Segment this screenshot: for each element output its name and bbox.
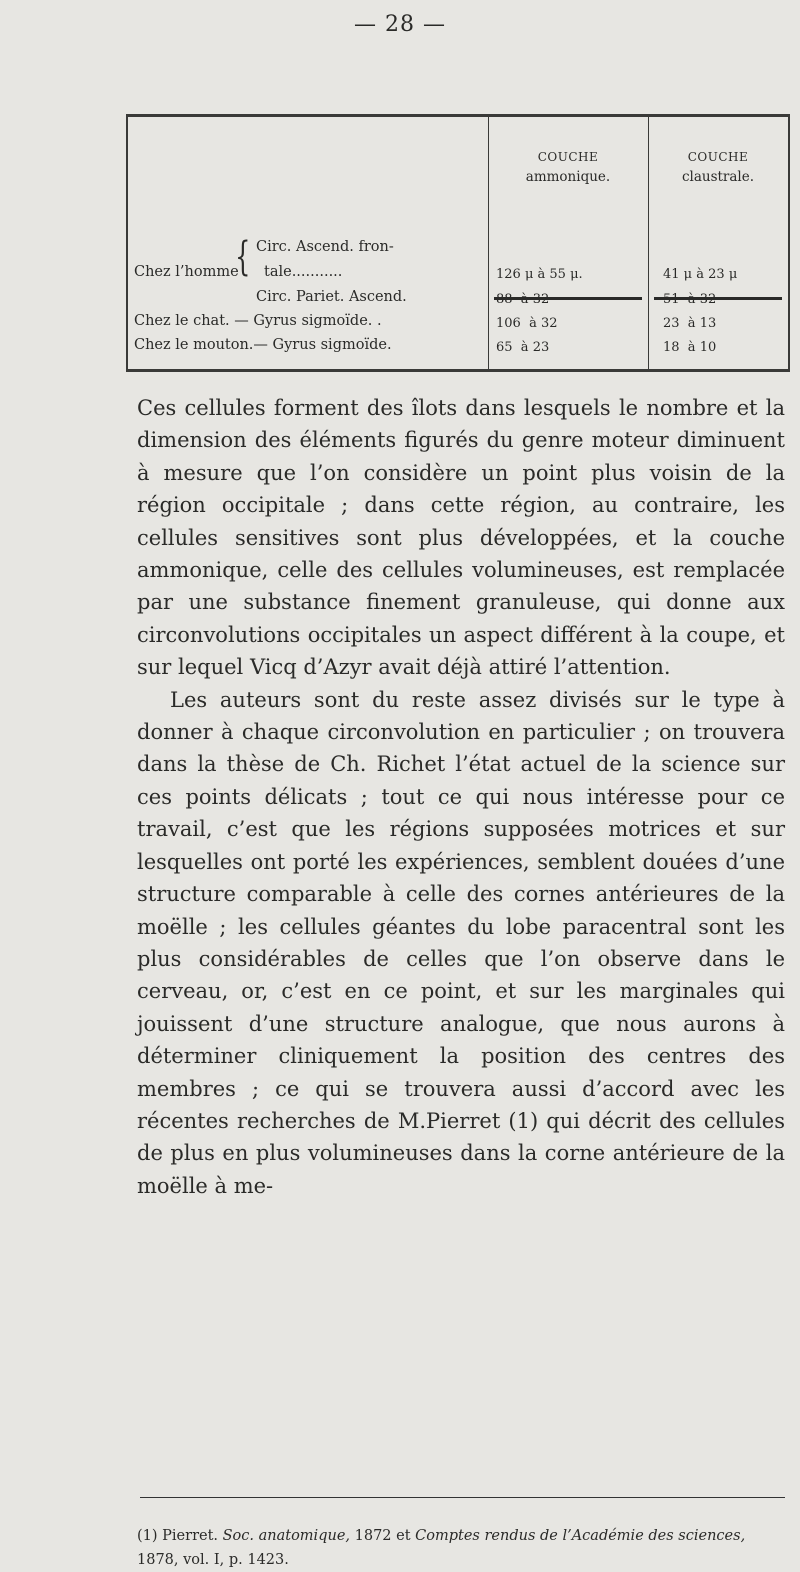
cell-ammonique: 65 à 23 [496,340,550,355]
row-label: Chez le chat. — Gyrus sigmoïde. . [134,313,382,329]
row-label-text: tale [264,264,292,280]
paragraph: Les auteurs sont du reste assez divisés sur le type à donner à chaque circonvolution en particulier ; on trouvera dans la thèse de Ch. Richet l’état actuel de la science sur ces points délicats ; tout ce qui nous intéresse pour ce travail, c’est que les régions supposées motrices et sur lesquelles ont porté les expériences, semblent douées d’une structure comparable à celle des cornes antérieures de la moëlle ; les cellules géantes du lobe paracentral sont les plus considérables de celles que l’on observe dans le cerveau, or, c’est en ce point, et sur les marginales qui jouissent d’une structure analogue, que nous aurons à déterminer cliniquement la position des centres des membres ; ce qui se trouvera aussi d’accord avec les récentes recherches de M.Pierret (1) qui décrit des cellules de plus en plus volumineuses dans la corne antérieure de la moëlle à me- [137,687,785,1198]
group-label: Chez l’homme [134,264,239,280]
cell-claustrale: 23 à 13 [663,316,717,331]
cell-claustrale: 41 μ à 23 μ [663,267,738,282]
data-table [126,114,790,372]
header-ammonique-line1: COUCHE [537,150,599,164]
footnote-rest: 1878, vol. I, p. 1423. [137,1552,289,1568]
page-number: — 28 — [354,12,446,37]
footnote-source: Soc. anatomique, [222,1528,351,1544]
cell-ammonique: 106 à 32 [496,316,558,331]
row-label [264,264,342,280]
cell-ammonique: 126 μ à 55 μ. [496,267,583,282]
brace: { [235,234,251,280]
leader-dots: ........... [291,264,343,280]
header-ammonique-line2: ammonique. [525,169,611,185]
footnote [137,1524,785,1572]
header-claustrale-line1: COUCHE [687,150,749,164]
cell-claustrale: 18 à 10 [663,340,717,355]
footnote-rule [140,1497,785,1498]
cell-claustrale: 51 à 32 [663,292,717,307]
footnote-author: Pierret. [162,1528,219,1544]
footnote-year: 1872 et [354,1528,411,1544]
row-label: Circ. Ascend. fron- [256,239,394,255]
header-ammonique [488,147,648,187]
cell-ammonique: 88 à 32 [496,292,550,307]
footnote-source: Comptes rendus de l’Académie des sciences, [415,1528,746,1544]
row-label: Circ. Pariet. Ascend. [256,289,407,305]
footnote-marker: (1) [137,1528,158,1544]
paragraph: Ces cellules forment des îlots dans lesquels le nombre et la dimension des éléments figurés du genre moteur diminuent à mesure que l’on considère un point plus voisin de la région occipitale ; dans cette région, au contraire, les cellules sensitives sont plus développées, et la couche ammonique, celle des cellules volumineuses, est remplacée par une substance finement granuleuse, qui donne aux circonvolutions occipitales un aspect différent à la coupe, et sur lequel Vicq d’Azyr avait déjà attiré l’attention. [137,396,785,680]
header-claustrale [648,147,788,187]
body-text [137,392,785,1202]
header-claustrale-line2: claustrale. [681,169,755,185]
row-label: Chez le mouton.— Gyrus sigmoïde. [134,337,392,353]
